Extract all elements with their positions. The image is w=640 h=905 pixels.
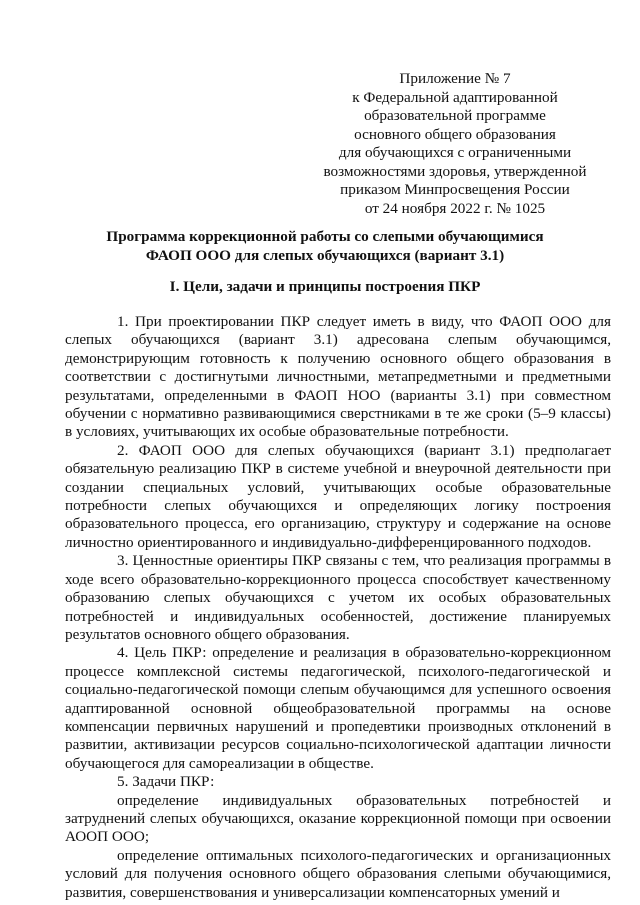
document-title-line: Программа коррекционной работы со слепыми обучающимися	[106, 228, 544, 245]
appendix-line: Приложение № 7	[399, 70, 511, 87]
appendix-line: от 24 ноября 2022 г. № 1025	[364, 199, 546, 217]
appendix-line: приказом Минпросвещения России	[340, 181, 570, 198]
section-heading: I. Цели, задачи и принципы построения ПКР	[169, 278, 481, 295]
paragraph: 4. Цель ПКР: определение и реализация в образовательно-коррекционном процессе комплексной системы педагогической, психолого-педагогической и социально-педагогической помощи слепым обучающимся для успешного освоения адаптированной основной общеобразовательной программы на основе компенсации первичных нарушений и пропедевтики производных отклонений в развитии, активизации ресурсов социально-психологической адаптации личности обучающегося для самореализации в обществе.	[65, 644, 611, 772]
paragraph: определение индивидуальных образовательных потребностей и затруднений слепых обучающихся, оказание коррекционной помощи при освоении АООП ООО;	[65, 791, 611, 846]
paragraph: 5. Задачи ПКР:	[117, 773, 215, 791]
appendix-line: для обучающихся с ограниченными	[338, 144, 572, 161]
appendix-header	[290, 70, 620, 218]
appendix-line: возможностями здоровья, утвержденной	[323, 162, 587, 180]
appendix-line: к Федеральной адаптированной	[352, 88, 558, 106]
paragraph: 2. ФАОП ООО для слепых обучающихся (вариант 3.1) предполагает обязательную реализацию ПКР в системе учебной и внеурочной деятельности при создании специальных условий, учитывающих особые образовательные потребности слепых обучающихся и определяющих логику построения образовательного процесса, его организацию, структуру и содержание на основе личностно ориентированного и индивидуально-дифференцированного подходов.	[65, 441, 611, 551]
paragraph: 3. Ценностные ориентиры ПКР связаны с тем, что реализация программы в ходе всего образовательно-коррекционного процесса способствует качественному образованию слепых обучающихся с учетом их особых образовательных потребностей и индивидуальных особенностей, достижение планируемых результатов основного общего образования.	[65, 552, 611, 643]
document-title-line: ФАОП ООО для слепых обучающихся (вариант 3.1)	[145, 246, 505, 264]
paragraph: 1. При проектировании ПКР следует иметь в виду, что ФАОП ООО для слепых обучающихся (вариант 3.1) адресована слепым обучающимся, демонстрирующим готовность к получению основного общего образования в соответствии с достигнутыми личностными, метапредметными и предметными результатами, определенными в ФАОП НОО (варианты 3.1) при совместном обучении с нормативно развивающимися сверстниками в те же сроки (5–9 классы) в условиях, учитывающих их особые образовательные потребности.	[65, 313, 611, 441]
document-title	[40, 228, 610, 265]
paragraph: определение оптимальных психолого-педагогических и организационных условий для получения основного общего образования слепыми обучающимися, развития, совершенствования и универсализации компенсаторных умений и	[65, 846, 611, 901]
body-text	[65, 313, 611, 902]
appendix-line: основного общего образования	[354, 125, 556, 143]
appendix-line: образовательной программе	[364, 107, 546, 124]
